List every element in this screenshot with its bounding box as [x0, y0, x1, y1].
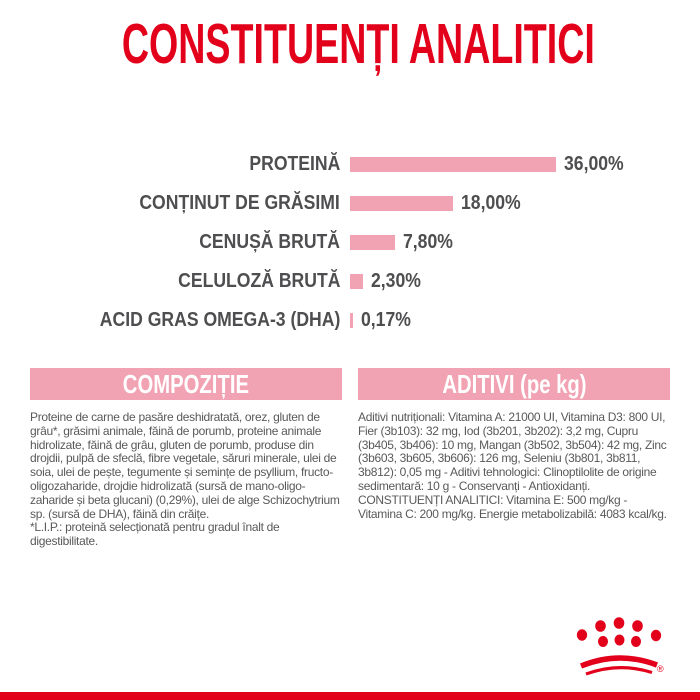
- additives-analytical-text: CONSTITUENȚI ANALITICI: Vitamina E: 500 mg/kg - Vitamina C: 200 mg/kg. Energie metabolizabilă: 4083 kcal/kg.: [358, 492, 667, 521]
- bar-fill: [350, 235, 395, 250]
- bar-fill: [350, 274, 363, 289]
- chart-row: [0, 269, 700, 293]
- footer-red-strip: [0, 692, 700, 700]
- chart-category-label: PROTEINĂ: [249, 152, 340, 175]
- registered-trademark-symbol: ®: [657, 664, 664, 674]
- chart-row: [0, 152, 700, 176]
- chart-value-label: 36,00%: [563, 152, 624, 175]
- chart-value-label: 18,00%: [460, 191, 521, 214]
- additives-section: [358, 368, 670, 521]
- analytical-constituents-chart: [0, 152, 700, 347]
- composition-section: [30, 368, 342, 549]
- crown-icon: [574, 612, 668, 686]
- additives-text: Aditivi nutriționali: Vitamina A: 21000 UI, Vitamina D3: 800 UI, Fier (3b103): 32 mg, Iod (3b201, 3b202): 3,2 mg, Cupru (3b405, 3b406): 10 mg, Mangan (3b502, 3b504): 42 mg, Zinc (3b603, 3b605, 3b606): 126 mg, Seleniu (3b801, 3b811, 3b812): 0,05 mg - Aditivi tehnologici: Clinoptilolite de origine sedimentară: 10 g - Conservanți - Antioxidanți.: [358, 410, 667, 493]
- additives-body: [358, 411, 670, 521]
- composition-footnote: *L.I.P.: proteină selecționată pentru gradul înalt de digestibilitate.: [30, 520, 280, 549]
- page-title: [0, 12, 700, 76]
- royal-canin-logo: [574, 612, 668, 686]
- additives-header: ADITIVI (pe kg): [358, 368, 670, 400]
- bar-fill: [350, 157, 556, 172]
- chart-value-label: 0,17%: [360, 308, 411, 331]
- composition-text: Proteine de carne de pasăre deshidratată, orez, gluten de grâu*, grăsimi animale, făină de porumb, proteine animale hidrolizate, făină de grâu, gluten de porumb, produse din drojdii, pulpă de sfeclă, fibre vegetale, săruri minerale, ulei de soia, ulei de pește, tegumente și semințe de psyllium, fructo-oligozaharide, drojdie hidrolizată (sursă de mano-oligo-zaharide și beta glucani) (0,29%), ulei de alge Schizochytrium sp. (sursă de DHA), făină din crăițe.: [30, 410, 340, 521]
- chart-row: [0, 308, 700, 332]
- chart-value-label: 2,30%: [371, 269, 422, 292]
- chart-row: [0, 230, 700, 254]
- bar-fill: [350, 313, 353, 328]
- chart-category-label: CONȚINUT DE GRĂSIMI: [139, 191, 340, 214]
- chart-category-label: ACID GRAS OMEGA-3 (DHA): [99, 308, 340, 331]
- page-title-text: CONSTITUENȚI ANALITICI: [121, 12, 595, 76]
- composition-header: COMPOZIȚIE: [30, 368, 342, 400]
- composition-body: [30, 411, 342, 549]
- bar-fill: [350, 196, 453, 211]
- chart-category-label: CENUȘĂ BRUTĂ: [199, 230, 340, 253]
- chart-row: [0, 191, 700, 215]
- chart-value-label: 7,80%: [402, 230, 453, 253]
- chart-category-label: CELULOZĂ BRUTĂ: [177, 269, 340, 292]
